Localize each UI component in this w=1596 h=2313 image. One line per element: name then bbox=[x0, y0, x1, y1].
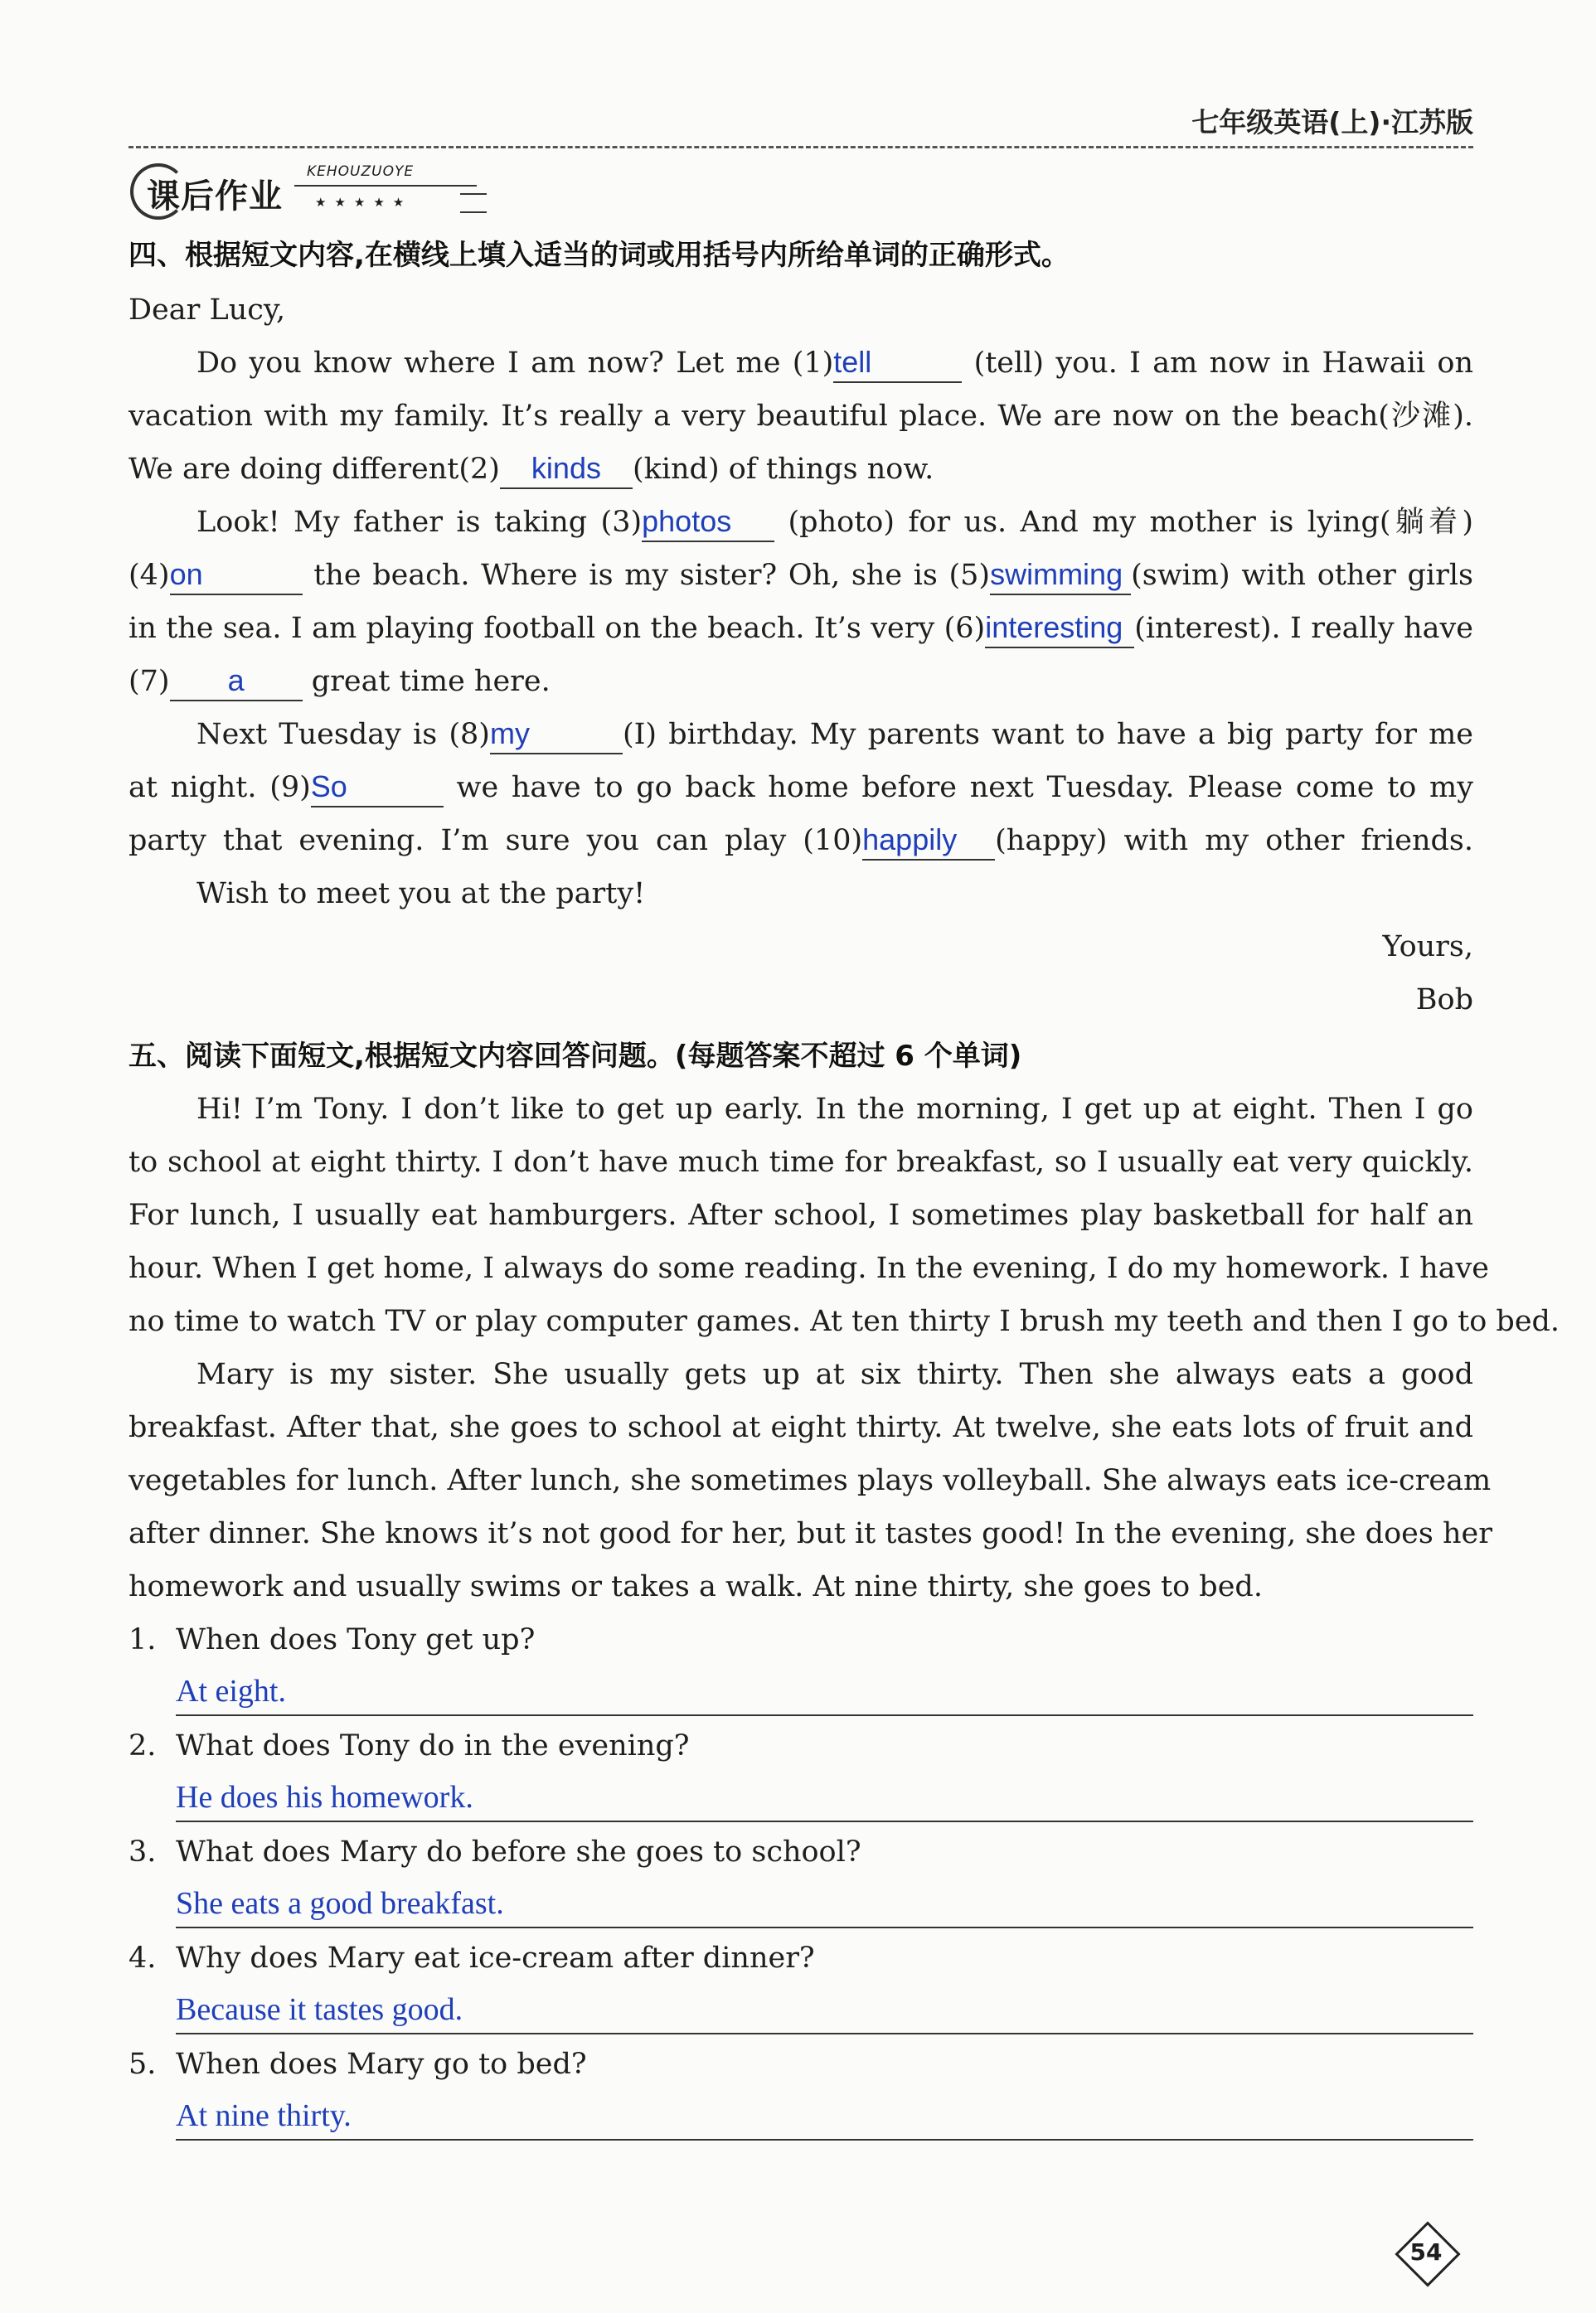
passage-line: no time to watch TV or play computer games. At ten thirty I brush my teeth and then I go to bed. bbox=[129, 1305, 1560, 1338]
letter-line-10 bbox=[129, 814, 1473, 867]
letter-line-7 bbox=[129, 655, 1473, 708]
text: great time here. bbox=[311, 665, 551, 698]
logo-stars: ★★★★★ bbox=[315, 195, 413, 210]
letter-line-3 bbox=[129, 443, 1473, 496]
text: (tell) you. I am now in Hawaii on bbox=[973, 347, 1473, 380]
letter-line-9 bbox=[129, 761, 1473, 814]
question-number: 2. bbox=[129, 1729, 157, 1763]
question-number: 5. bbox=[129, 2048, 157, 2081]
answer-line-1: At eight. bbox=[176, 1665, 1473, 1716]
question-3 bbox=[129, 1827, 1473, 1877]
passage-line: to school at eight thirty. I don’t have much time for breakfast, so I usually eat very quickly. bbox=[129, 1146, 1473, 1179]
answer-9: So bbox=[310, 769, 347, 803]
letter-line-6 bbox=[129, 602, 1473, 655]
text: Look! My father is taking (3) bbox=[196, 506, 643, 539]
answer-8: my bbox=[489, 716, 530, 750]
section-4-title: 四、根据短文内容,在横线上填入适当的词或用括号内所给单词的正确形式。 bbox=[129, 239, 1070, 272]
text: (photo) for us. And my mother is lying(躺着) bbox=[788, 506, 1474, 539]
text: (4) bbox=[129, 559, 170, 592]
page-header bbox=[129, 98, 1473, 148]
text: (happy) with my other friends. bbox=[995, 824, 1473, 857]
passage-line: hour. When I get home, I always do some reading. In the evening, I do my homework. I have bbox=[129, 1252, 1489, 1285]
letter-line-2: vacation with my family. It’s really a very beautiful place. We are now on the beach(沙滩). bbox=[129, 400, 1473, 433]
question-text: What does Mary do before she goes to school? bbox=[176, 1835, 861, 1869]
answer-6: interesting bbox=[985, 610, 1123, 644]
section-5-title: 五、阅读下面短文,根据短文内容回答问题。(每题答案不超过 6 个单词) bbox=[129, 1040, 1022, 1073]
question-number: 1. bbox=[129, 1623, 157, 1656]
page-number: 54 bbox=[1409, 2238, 1443, 2266]
text: we have to go back home before next Tuesday. Please come to my bbox=[456, 771, 1473, 804]
passage-line: homework and usually swims or takes a walk. At nine thirty, she goes to bed. bbox=[129, 1570, 1263, 1603]
answer-line-5: At nine thirty. bbox=[176, 2089, 1473, 2141]
book-title: 七年级英语(上)·江苏版 bbox=[1191, 106, 1473, 138]
question-1 bbox=[129, 1615, 1473, 1665]
text: Do you know where I am now? Let me (1) bbox=[196, 347, 834, 380]
text: (I) birthday. My parents want to have a big party for me bbox=[622, 718, 1473, 751]
passage-line: after dinner. She knows it’s not good for her, but it tastes good! In the evening, she does her bbox=[129, 1517, 1492, 1550]
question-text: Why does Mary eat ice-cream after dinner? bbox=[176, 1942, 815, 1975]
blank-10 bbox=[862, 821, 995, 861]
text: (7) bbox=[129, 665, 170, 698]
blank-9 bbox=[311, 768, 444, 807]
answer-3: photos bbox=[642, 504, 732, 538]
answer-line-4: Because it tastes good. bbox=[176, 1983, 1473, 2034]
answer-2: kinds bbox=[531, 451, 601, 485]
text: the beach. Where is my sister? Oh, she is (5) bbox=[313, 559, 991, 592]
passage-line: Mary is my sister. She usually gets up at six thirty. Then she always eats a good bbox=[196, 1358, 1473, 1391]
logo-underline bbox=[294, 185, 477, 187]
text: Next Tuesday is (8) bbox=[196, 718, 490, 751]
text: at night. (9) bbox=[129, 771, 311, 804]
question-2 bbox=[129, 1721, 1473, 1771]
question-text: What does Tony do in the evening? bbox=[176, 1729, 690, 1763]
passage-line: breakfast. After that, she goes to school at eight thirty. At twelve, she eats lots of fruit and bbox=[129, 1411, 1473, 1444]
passage-line: vegetables for lunch. After lunch, she sometimes plays volleyball. She always eats ice-cream bbox=[129, 1464, 1492, 1497]
blank-4 bbox=[170, 555, 303, 595]
passage-line: Hi! I’m Tony. I don’t like to get up early. In the morning, I get up at eight. Then I go bbox=[196, 1093, 1473, 1126]
answer-4: on bbox=[169, 557, 203, 591]
blank-8 bbox=[490, 715, 623, 754]
answer-line-2: He does his homework. bbox=[176, 1771, 1473, 1822]
letter-signature: Bob bbox=[1415, 983, 1473, 1016]
answer-1: tell bbox=[833, 345, 872, 379]
question-4 bbox=[129, 1933, 1473, 1983]
letter-line-1 bbox=[129, 337, 1473, 390]
text: (swim) with other girls bbox=[1131, 559, 1473, 592]
letter-line-5 bbox=[129, 549, 1473, 602]
letter-line-4 bbox=[129, 496, 1473, 549]
letter-greeting: Dear Lucy, bbox=[129, 293, 286, 327]
blank-1 bbox=[833, 343, 962, 383]
text: We are doing different(2) bbox=[129, 453, 500, 486]
answer-7: a bbox=[227, 663, 245, 697]
text: (interest). I really have bbox=[1134, 612, 1473, 645]
answer-line-3: She eats a good breakfast. bbox=[176, 1877, 1473, 1928]
blank-6 bbox=[985, 609, 1134, 648]
page-number-badge bbox=[1400, 2226, 1453, 2279]
question-text: When does Tony get up? bbox=[176, 1623, 536, 1656]
logo-title: 课后作业 bbox=[147, 177, 283, 216]
question-number: 4. bbox=[129, 1942, 157, 1975]
passage-line: For lunch, I usually eat hamburgers. After school, I sometimes play basketball for half an bbox=[129, 1199, 1473, 1232]
question-5 bbox=[129, 2039, 1473, 2089]
question-text: When does Mary go to bed? bbox=[176, 2048, 587, 2081]
question-number: 3. bbox=[129, 1835, 157, 1869]
logo-lines-icon bbox=[460, 193, 487, 213]
homework-logo bbox=[129, 162, 493, 224]
blank-7 bbox=[170, 662, 303, 701]
letter-line-11: Wish to meet you at the party! bbox=[196, 877, 646, 910]
blank-5 bbox=[990, 555, 1131, 595]
text: party that evening. I’m sure you can play (10) bbox=[129, 824, 863, 857]
text: in the sea. I am playing football on the beach. It’s very (6) bbox=[129, 612, 986, 645]
letter-line-8 bbox=[129, 708, 1473, 761]
blank-3 bbox=[642, 502, 774, 542]
logo-subtitle: KEHOUZUOYE bbox=[307, 163, 415, 180]
blank-2 bbox=[500, 449, 633, 489]
letter-closing: Yours, bbox=[1382, 930, 1473, 963]
answer-10: happily bbox=[862, 822, 958, 856]
text: (kind) of things now. bbox=[632, 453, 934, 486]
answer-5: swimming bbox=[990, 557, 1123, 591]
